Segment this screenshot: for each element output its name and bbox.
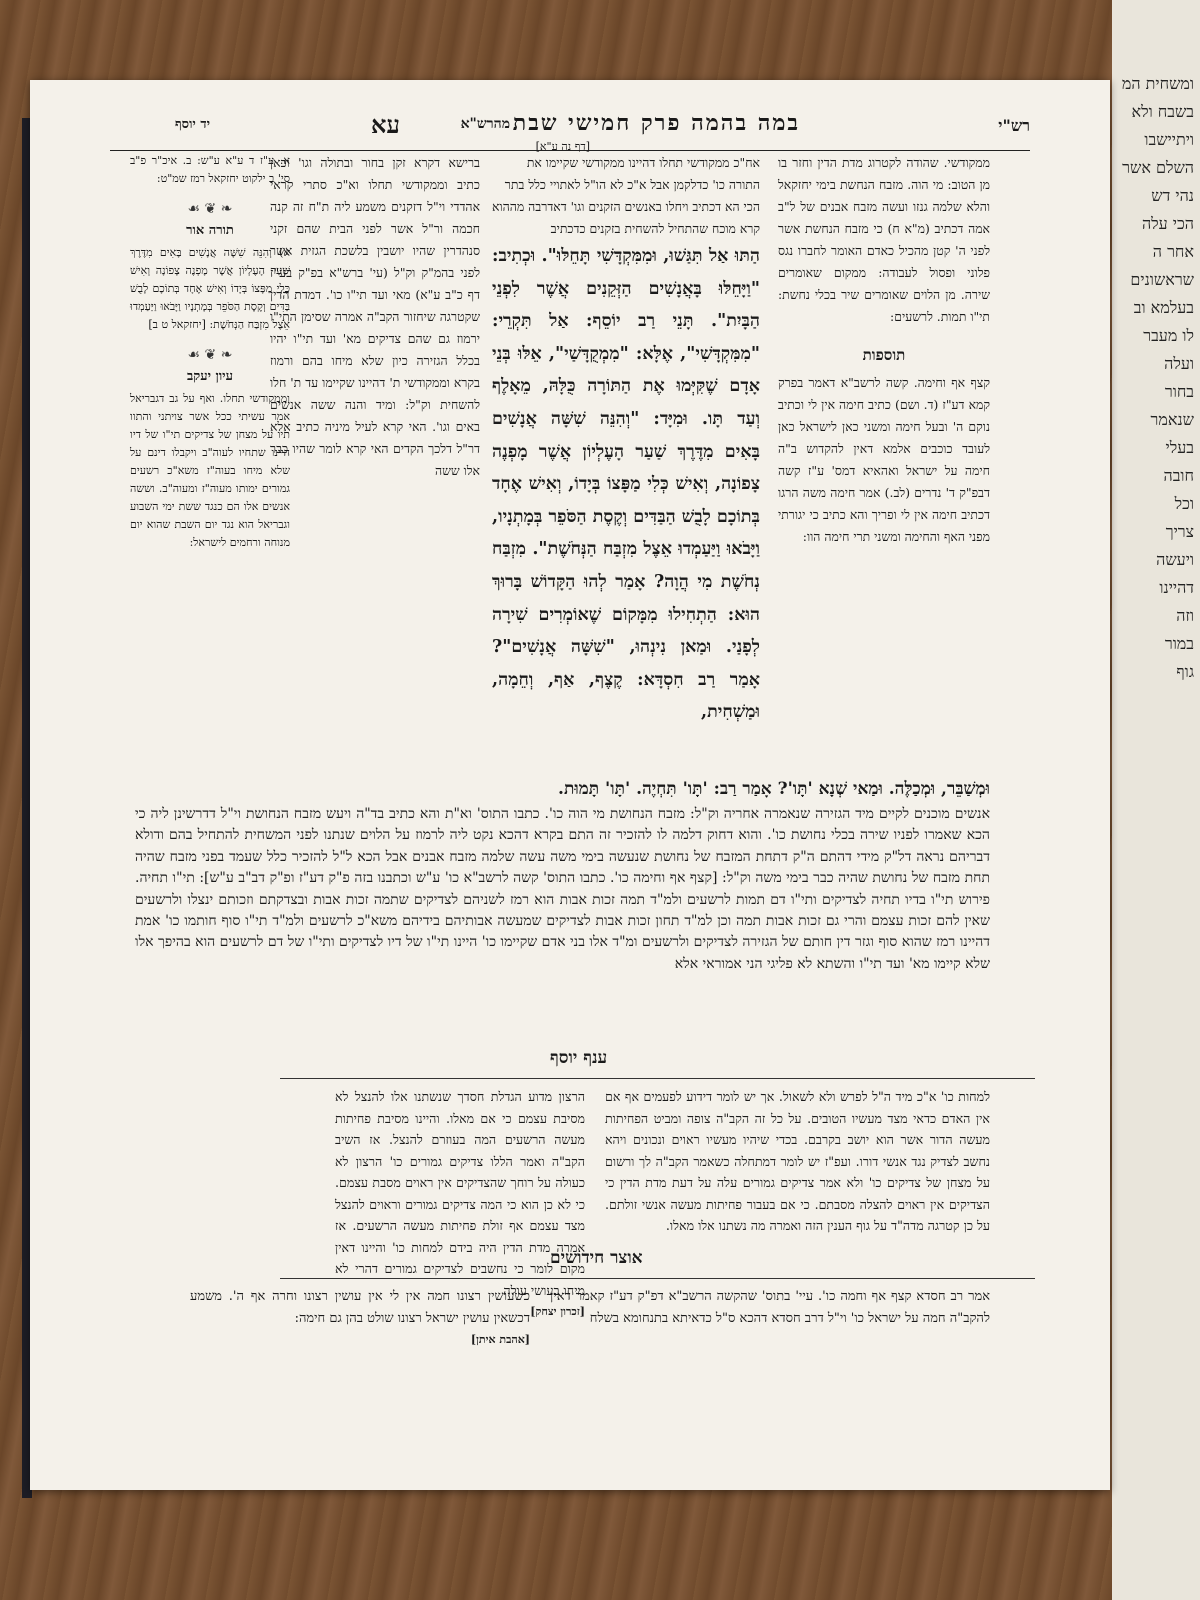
otzar-left-block [190, 1286, 530, 1351]
facing-page-line: שראשונים [1130, 270, 1194, 289]
maharsha-wide-text: אנשים מוכנים לקיים מיד הגזירה שנאמרה אחריה וק"ל: מזבח הנחושת מי הוה כו'. כתבו התוס' וא"ת והא כתיב בד"ה ויעש מזבח הנחושת וי"ל דדרשינן ליה כי הכא שאמרו לפניו שירה בכלי נחושת כו'. והוא דחוק דלמה לו להזכיר זה התם בקרא דהכא נקט ליה לרמוז על הלוים שנתנו לפני המשחית להתחיל בהם ודולא דבריהם נראה דל"ק מידי דהתם ה"ק דתחת המזבח של נחושת שנעשה בימי משה עשה שלמה מזבח אבנים אבל הכא ל"ל להזכיר כלל שעמד בפני מזבח שהיה תחת מזבח של נחושת שהיה כבר בימי משה וק"ל: [קצף אף וחימה כו'. כתבו התוס' קשה לרשב"א כו' ע"ש וכתבנו בזה פ"ק דע"ז ופ"ק דב"ב ע"ש]: תי"ו תחיה. פירוש תי"ו בדיו תחיה לצדיקים ותי"ו דם תמות לרשעים ולמ"ד תמה זכות אבות הוא רמז לשניהם לצדיקים שתמה זכות אבות ובצדקתם וזכותם ינצלו ולרשעים שאין להם זכות עצמם והרי גם זכות אבות תמה וכן למ"ד תחון זכות אבות לצדיקים שמעשה אבותיהם בידיהם משא"כ לרשעים ולמ"ד תי"ו סוף חותמו כו' אמת דהיינו רמז שהוא סוף וגזר דין חותם של הגזירה לצדיקים ולרשעים ומ"ד אלו בני אדם שקיימו כו' היינו תי"ו של דיו לצדיקים ותי"ו של דם לרשעים הוא בהיפך אלו שלא קיימו מא' ועד תי"ו והשתא לא פליגי הני אמוראי אלא [135, 806, 991, 972]
facing-page-line: גוף [1176, 662, 1194, 681]
facing-page-line: בשבח ולא [1131, 102, 1194, 121]
facing-page-line: ויעשה [1156, 550, 1194, 569]
main-intro-text: אח"כ ממקודשי תחלו דהיינו ממקודשי שקיימו את התורה כו' כדלקמן אבל א"כ לא הו"ל לאתויי כלל בתר הכי הא דכתיב ויחלו באנשים הזקנים וגו' דאדרבה מההוא קרא מוכח שהתחיל להשחית בזקנים כדכתיב [491, 155, 760, 236]
facing-page-line: חובה [1163, 466, 1194, 485]
sidebar-refs: א. ע"ז ד ע"א ע"ש: ב. איכ"ר פ"ב סי' ב ילקוט יחזקאל רמז שמ"ט: [130, 154, 290, 185]
gemara-text: הַתּוּ אַל תִּגַּשׁוּ, וּמִמִּקְדָּשִׁי תָּחֵלּוּ". וּכְתִיב: "וַיָּחֵלּוּ בָּאֲנָשִׁים הַזְּקֵנִים אֲשֶׁר לִפְנֵי הַבָּיִת". תָּנֵי רַב יוֹסֵף: אַל תִּקְרֵי: "מִמִּקְדָּשִׁי", אֶלָּא: "מִמְקֻדָּשַׁי", אֵלּוּ בְּנֵי אָדָם שֶׁקִּיְּמוּ אֶת הַתּוֹרָה כֻּלָּהּ, מֵאָלֶף וְעַד תָּו. וּמִיָּד: "וְהִנֵּה שִׁשָּׁה אֲנָשִׁים בָּאִים מִדֶּרֶךְ שַׁעַר הָעֶלְיוֹן אֲשֶׁר מָפְנֶה צָפוֹנָה, וְאִישׁ כְּלִי מַפָּצוֹ בְּיָדוֹ, וְאִישׁ אֶחָד בְּתוֹכָם לָבֻשׁ הַבַּדִּים וְקֶסֶת הַסֹּפֵר בְּמָתְנָיו, וַיָּבֹאוּ וַיַּעַמְדוּ אֵצֶל מִזְבַּח הַנְּחֹשֶׁת". מִזְבַּח נְחֹשֶׁת מִי הֲוָה? אָמַר לְהוּ הַקָּדוֹשׁ בָּרוּךְ הוּא: הַתְחִילוּ מִמָּקוֹם שֶׁאוֹמְרִים שִׁירָה לְפָנַי. וּמַאן נִינְהוּ, "שִׁשָּׁה אֲנָשִׁים"? אָמַר רַב חִסְדָּא: קֶצֶף, אַף, וְחֵמָה, וּמַשְׁחִית, [492, 246, 760, 723]
torah-or-text: א) וְהִנֵּה שִׁשָּׁה אֲנָשִׁים בָּאִים מִדֶּרֶךְ שַׁעַר הָעֶלְיוֹן אֲשֶׁר מָפְנֶה צָפוֹנָה וְאִישׁ כְּלִי מַפָּצוֹ בְּיָדוֹ וְאִישׁ אֶחָד בְּתוֹכָם לָבֻשׁ בַּדִּים וְקֶסֶת הַסֹּפֵר בְּמָתְנָיו וַיָּבֹאוּ וַיַּעַמְדוּ אֵצֶל מִזְבַּח הַנְּחֹשֶׁת: [יחזקאל ט ב] [130, 246, 290, 331]
facing-page-text [1112, 0, 1200, 686]
facing-page-line: השלם אשר [1122, 158, 1194, 177]
facing-page-line: צריך [1165, 522, 1194, 541]
iyun-yaakov-title: עיון יעקב [187, 369, 233, 384]
tosafot-title: תוספות [862, 346, 906, 364]
maharsha-column [270, 152, 480, 482]
rashi-column [778, 152, 990, 548]
rashi-text: ממקודשי. שהודה לקטרוג מדת הדין וחזר בו מן הטוב: מי הוה. מזבח הנחשת בימי יחזקאל והלא שלמה גנזו ועשה מזבח אבנים של ל"ב אמה דכתיב (מ"א ח) כי מזבח הנחשת אשר לפני ה' קטן מהכיל כאדם האומר לחברו נגס פלוני ופסול לעבודה: ממקום שאומרים שירה. מן הלוים שאומרים שיר בכלי נחשת: תי"ו תמות. לרשעים: [778, 155, 990, 324]
iyun-yaakov-text: וממקודשי תחלו. ואף על גב דגבריאל אמר עשיתי ככל אשר צויתני והתוו תיו על מצחן של צדיקים תי"ו של דיו היינו שתחיו לעוה"ב ויקבלו דינם על שלא מיחו בעוה"ז משא"כ רשעים גמורים ימותו מעוה"ז ומעוה"ב. וששה אנשים אלו הם כנגד ששת ימי השבוע וגבריאל הוא נגד יום השבת שהוא יום מנוחה ורחמים לישראל: [130, 392, 290, 549]
gemara-continuation [135, 774, 990, 975]
facing-page-line: במור [1164, 634, 1194, 653]
otzar-signature: [אהבת איתן] [470, 1333, 530, 1346]
header-title: במה בהמה פרק חמישי שבת [512, 110, 800, 136]
header-maharsha: מהרש"א [460, 116, 510, 132]
section-divider [280, 1078, 1035, 1079]
facing-page-line: ומשחית המ [1121, 74, 1194, 93]
otzar-right-text: אמר רב חסדא קצף אף וחמה כו'. עיי' בתוס' שהקשה הרשב"א דפ"ק דע"ז קאמר דאין להקב"ה חמה על ישראל כו' וי"ל דרב חסדא דהכא ס"ל כדאיתא בתנחומא בשלח [550, 1289, 990, 1326]
gemara-end-text: וּמְשַׁבֵּר, וּמְכַלֶּה. וּמַאי שְׁנָא 'תָּו'? אָמַר רַב: 'תָּו' תִּחְיֶה. 'תָּו' תָּמוּת. [558, 779, 990, 799]
ornament-divider-icon: ❧ ❦ ☙ [187, 347, 233, 363]
ornament-divider-icon: ❧ ❦ ☙ [187, 201, 233, 217]
facing-page-line: לו מעבר [1143, 326, 1194, 345]
facing-page-edge [1112, 0, 1200, 1600]
facing-page-line: בעלי [1165, 438, 1194, 457]
anaf-yosef-title: ענף יוסף [550, 1048, 608, 1068]
facing-page-line: וכל [1174, 494, 1194, 513]
facing-page-line: בעלמא וב [1133, 298, 1194, 317]
facing-page-line: בחור [1164, 382, 1194, 401]
facing-page-line: נהי דש [1151, 186, 1194, 205]
daf-reference: [דף נה ע"א] [535, 140, 590, 153]
facing-page-line: אחר ה [1152, 242, 1194, 261]
header-yad-yosef: יד יוסף [174, 117, 210, 132]
anaf-yosef-left-text: הרצון מדוע הגדלת חסדך שנשתנו אלו להנצל לא מסיבת עצמם כי אם מאלו. והיינו מסיבת פחיתות מעשה הרשעים המה בעוזרם להנצל. אז השיב הקב"ה ואמר הללו צדיקים גמורים כו' הרצון לא כעולה על רוחך שהצדיקים אין ראוים מסבת עצמם. כי לא כן הוא כי המה צדיקים גמורים וראוים להנצל מצד עצמם אף זולת פחיתות מעשה הרשעים. אז אמרה מדת הדין היה בידם למחות כו' והיינו דאין מקום לומר כי נחשבים לצדיקים גמורים דהרי לא מיחו בעושי עולה [335, 1089, 585, 1298]
gemara-column [492, 240, 760, 729]
otzar-left-text: כשעושין רצונו חמה אין לי אין עושין רצונו וחרה אף ה'. משמע דכשאין עושין ישראל רצונו שולט בהן גם חימה: [190, 1289, 530, 1326]
section-divider [280, 1278, 1035, 1279]
talmud-page [30, 80, 1110, 1490]
facing-page-line: הכי עלה [1141, 214, 1194, 233]
maharsha-text: ברישא דקרא זקן בחור ובתולה וגו' וכאן כתיב וממקודשי תחלו וא"כ סתרי קראי אהדדי וי"ל דזקנים משמע ליה ת"ח זה קנה חכמה ור"ל אשר לפני הבית שהם זקני סנהדרין שהיו יושבין בלשכת הגזית אשר לפני בהמ"ק וק"ל (עי' ברש"א בפ"ק בע"ז דף כ"ב ע"א) מאי ועד תי"ו כו'. דמדת הדין שקטרגה שיחזור הקב"ה אמרה שסימן התי"ו ירמוז גם שהם צדיקים מא' ועד תי"ו יהיו בכלל הגזירה כיון שלא מיחו בהם ורמוז בקרא וממקודשי ת' דהיינו שקיימו עד ת' חלו להשחית וק"ל: ומיד והנה ששה אנשים באים וגו'. האי קרא לעיל מיניה כתיב אלא דר"ל דלכך הקדים האי קרא לומר שהיו כבר אלו ששה [270, 155, 480, 478]
otzar-title: אוצר חידושים [550, 1248, 643, 1268]
anaf-yosef-right-text: למחות כו' א"כ מיד ה"ל לפרש ולא לשאול. אך יש לומר דידוע לפעמים אף אם אין האדם כדאי מצד מעשיו הטובים. על כל זה הקב"ה צופה ומביט הפחיתות מעשה הדור אשר הוא יושב בקרבם. בכדי שיהיו מעשיו ראוים ונכונים ויהא נחשב לצדיק נגד אנשי דורו. ועפ"ז יש לומר דמתחלה כשאמר הקב"ה לך ורשום על מצחן של צדיקים כו' ולא אמר צדיקים גמורים עלה על דעת מדת הדין כי הצדיקים אין ראוים להצלה מסבתם. כי אם בעבור פחיתות מעשה אנשי זולתם. על כן קטרגה מדה"ד על גוף הענין הזה ואמרה מה נשתנו אלו מאלו. [605, 1089, 990, 1233]
header-folio: עא [371, 110, 400, 139]
header-rashi: רש"י [998, 116, 1030, 135]
facing-page-line: שנאמר [1150, 410, 1194, 429]
facing-page-line: ועלה [1164, 354, 1194, 373]
sidebar-column [130, 152, 290, 552]
anaf-yosef-signature: [זכרון יצחק] [530, 1305, 585, 1318]
tosafot-text: קצף אף וחימה. קשה לרשב"א דאמר בפרק קמא דע"ז (ד. ושם) כתיב חימה אין לי וכתיב נוקם ה' ובעל חימה ומשני כאן לישראל כאן לעובד כוכבים אלמא דאין להקדוש ב"ה חימה על ישראל ואהאיא דמס' ע"ז קשה דבפ"ק ד' נדרים (לב.) אמר חימה משה הרגו דכתיב חימה אין לי ופריך והא כתיב כי יגורתי מפני האף והחימה ומשני תרי חימה הוו: [778, 375, 990, 544]
torah-or-title: תורה אור [186, 223, 234, 238]
facing-page-line: וזה [1176, 606, 1194, 625]
facing-page-line: ויתיישבו [1144, 130, 1194, 149]
facing-page-line: דהיינו [1159, 578, 1194, 597]
